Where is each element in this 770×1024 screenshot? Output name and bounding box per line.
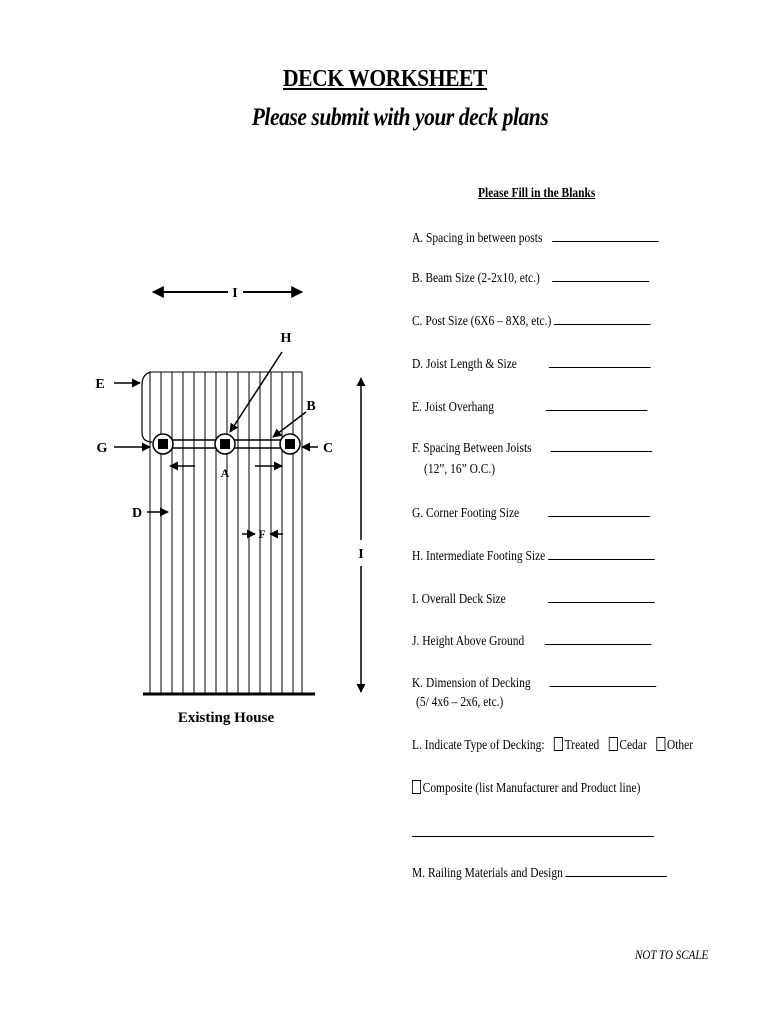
- item-j-label: J. Height Above Ground: [412, 634, 525, 649]
- other-label: Other: [666, 738, 694, 753]
- b-arrow: [273, 412, 306, 437]
- not-to-scale-note: NOT TO SCALE: [635, 947, 709, 962]
- label-b: B: [306, 399, 316, 414]
- treated-label: Treated: [564, 738, 600, 753]
- item-c-label: C. Post Size (6X6 – 8X8, etc.): [412, 314, 552, 329]
- footing-right: [280, 434, 300, 454]
- item-k-label: K. Dimension of Decking: [412, 676, 531, 691]
- label-a: A: [220, 466, 230, 480]
- label-f: F: [258, 527, 266, 541]
- label-h: H: [280, 331, 292, 346]
- label-e: E: [95, 377, 105, 392]
- item-e-label: E. Joist Overhang: [412, 400, 494, 415]
- page-title: DECK WORKSHEET: [283, 66, 487, 92]
- label-d: D: [131, 506, 143, 521]
- page-subtitle: Please submit with your deck plans: [251, 104, 549, 131]
- item-f-note: (12”, 16” O.C.): [424, 462, 496, 477]
- label-g: G: [96, 441, 108, 456]
- label-c: C: [322, 441, 334, 456]
- footing-middle: [215, 434, 235, 454]
- label-i-top: I: [232, 286, 238, 301]
- item-b-label: B. Beam Size (2-2x10, etc.): [412, 271, 540, 286]
- item-h-label: H. Intermediate Footing Size: [412, 549, 546, 564]
- item-l-label: L. Indicate Type of Decking:: [412, 738, 545, 753]
- item-g-label: G. Corner Footing Size: [412, 506, 520, 521]
- item-m-label: M. Railing Materials and Design: [412, 866, 563, 881]
- composite-label: Composite (list Manufacturer and Product line): [422, 781, 641, 796]
- joists: [161, 372, 293, 694]
- item-d-label: D. Joist Length & Size: [412, 357, 517, 372]
- house-label: Existing House: [177, 710, 275, 726]
- item-f-label: F. Spacing Between Joists: [412, 441, 532, 456]
- item-i-label: I. Overall Deck Size: [412, 592, 506, 607]
- label-i-side: I: [358, 547, 364, 562]
- cedar-label: Cedar: [619, 738, 647, 753]
- footing-left: [153, 434, 173, 454]
- item-a-label: A. Spacing in between posts: [412, 231, 543, 246]
- form-heading: Please Fill in the Blanks: [478, 186, 596, 201]
- item-k-note: (5/ 4x6 – 2x6, etc.): [416, 695, 504, 710]
- deck-outline: [150, 372, 302, 694]
